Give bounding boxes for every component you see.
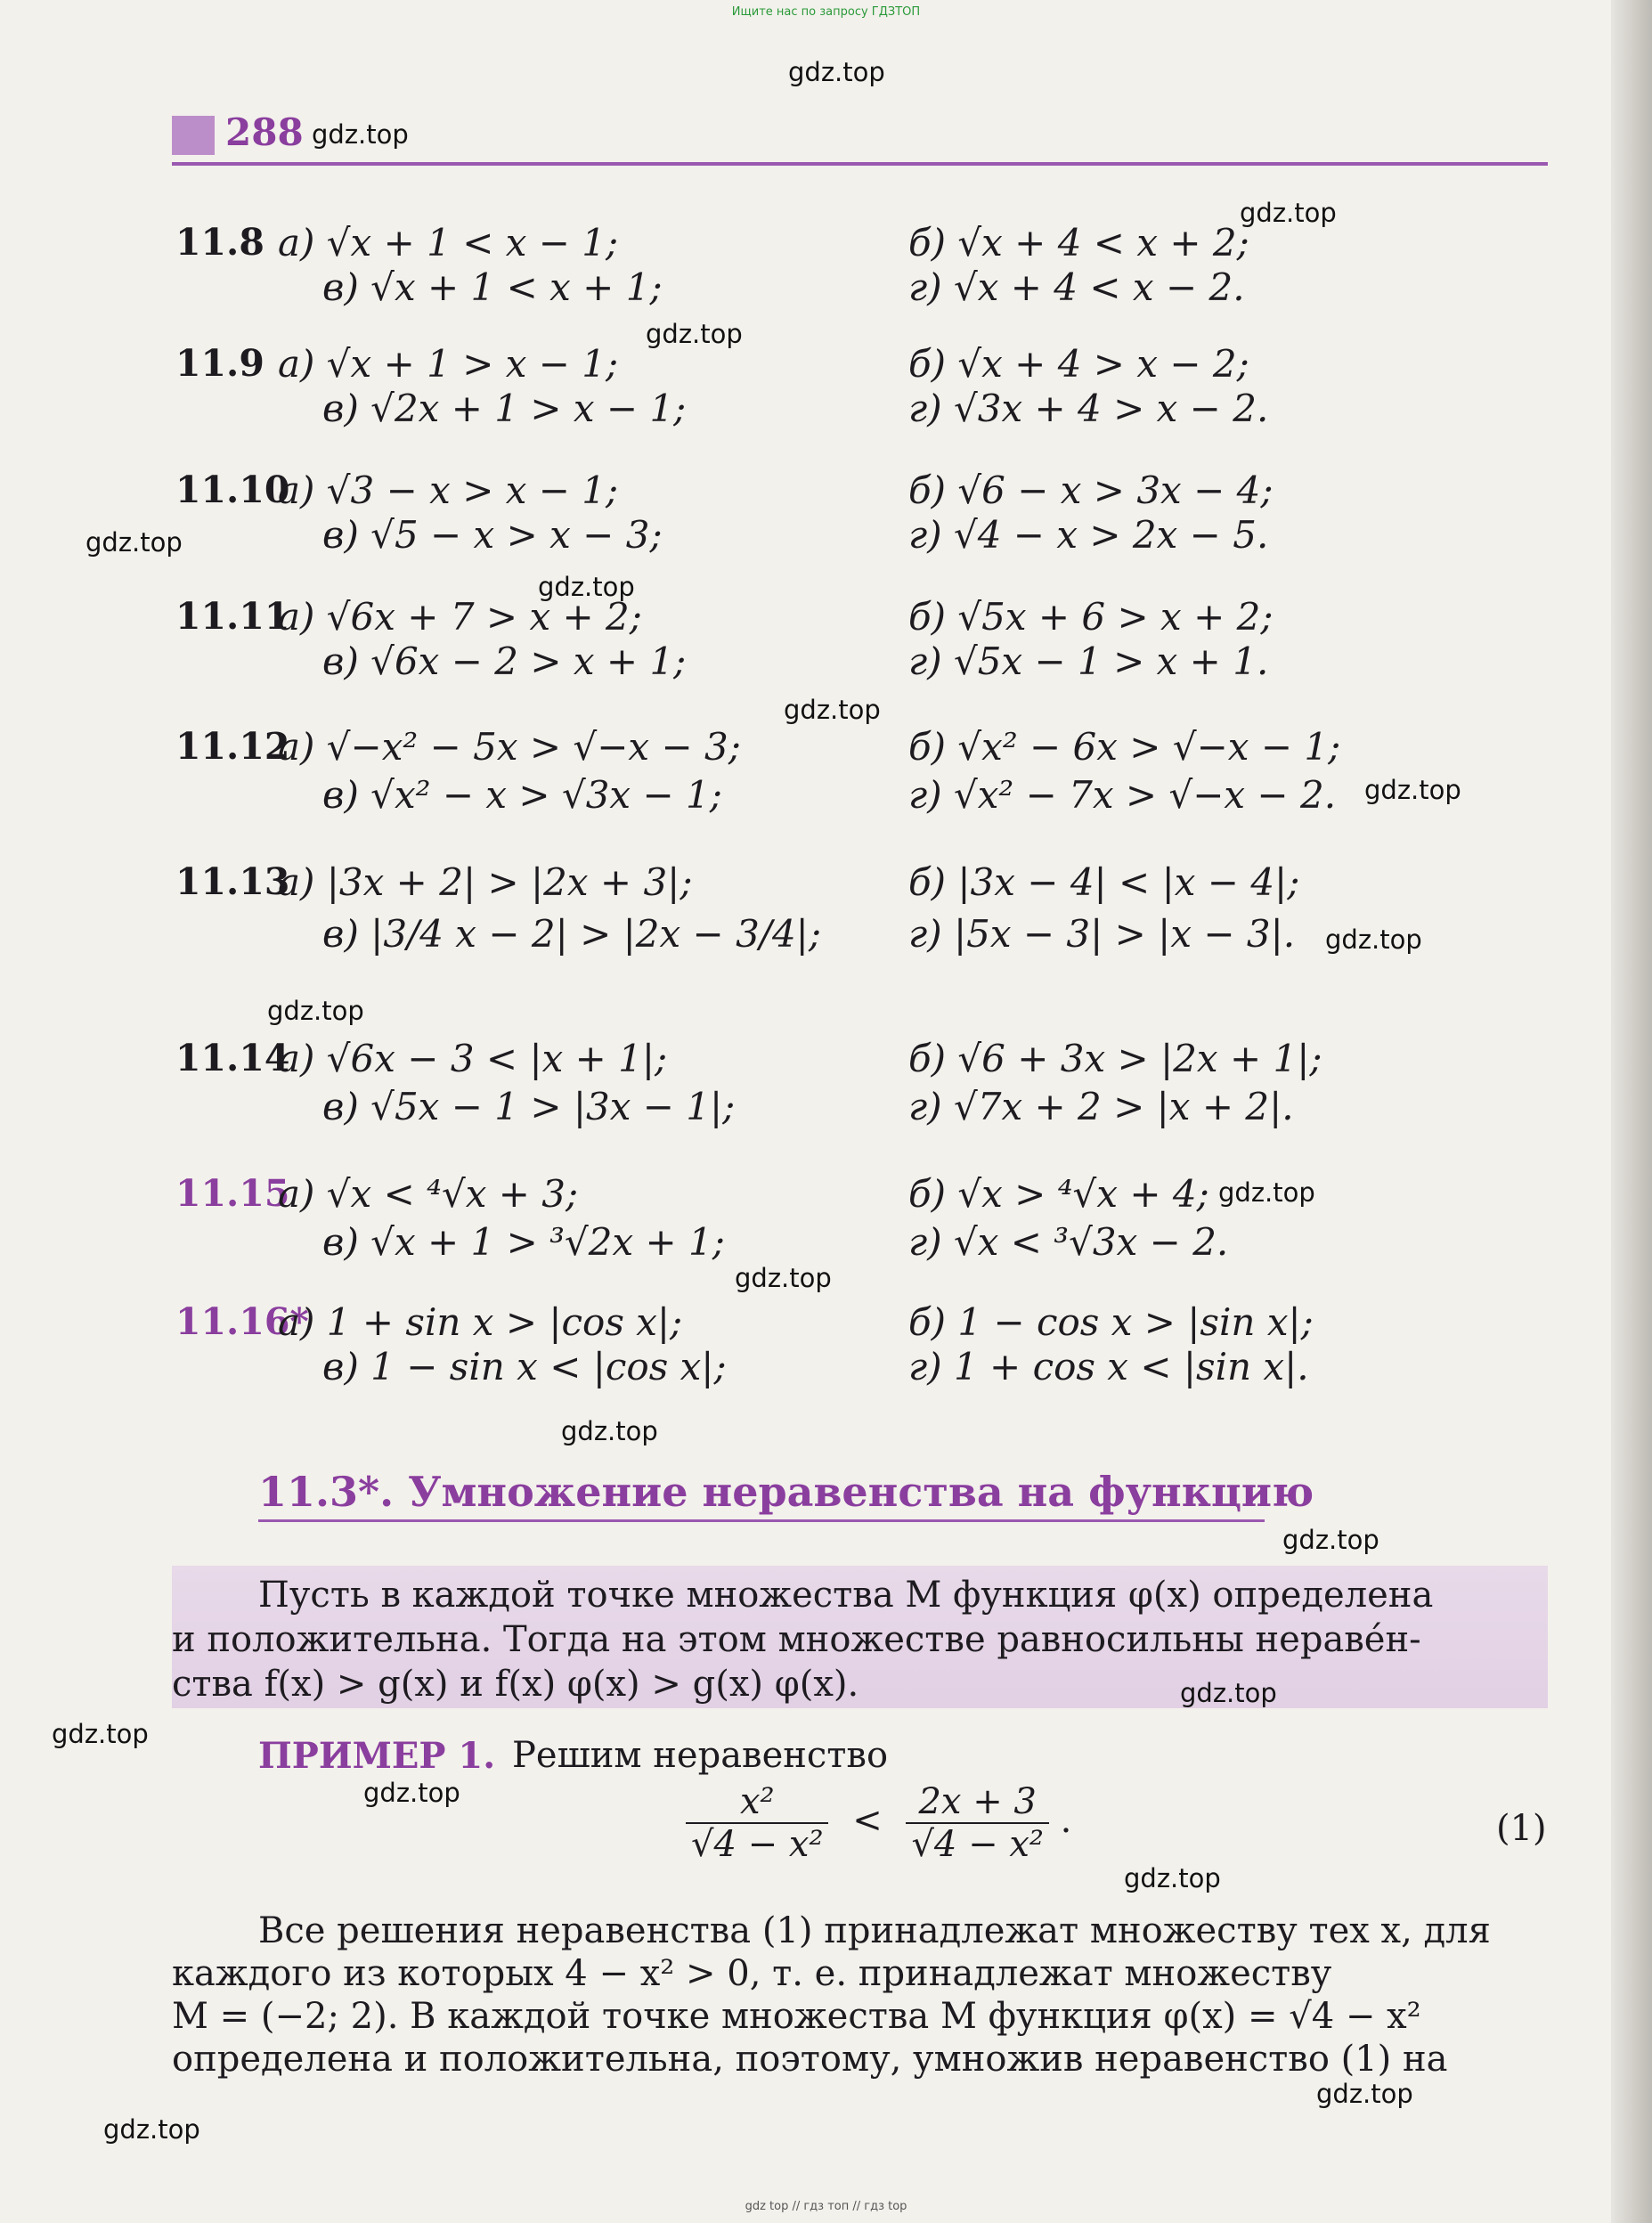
exercise-item-g: г) 1 + cos x < |sin x|. [908, 1345, 1309, 1388]
paragraph-line-3: M = (−2; 2). В каждой точке множества M функция φ(x) = √4 − x² [172, 1996, 1421, 2037]
header-marker [172, 116, 215, 155]
exercise-item-a: а) √x + 1 > x − 1; [278, 342, 619, 386]
watermark: gdz.top [561, 1416, 658, 1446]
paragraph-line-4: определена и положительна, поэтому, умножив неравенство (1) на [172, 2039, 1448, 2080]
page-number: 288 [225, 110, 304, 154]
lhs-fraction [686, 1781, 828, 1865]
exercise-item-b: б) √6 − x > 3x − 4; [908, 468, 1274, 512]
inequality-formula [686, 1781, 1071, 1865]
exercise-item-b: б) √5x + 6 > x + 2; [908, 595, 1274, 639]
exercise-number: 11.9 [175, 342, 264, 385]
exercise-item-g: г) √x + 4 < x − 2. [908, 265, 1245, 309]
relation-sign: < [852, 1800, 883, 1841]
section-underline [258, 1519, 1265, 1522]
rule-line-1: Пусть в каждой точке множества M функция φ(x) определена [258, 1575, 1434, 1616]
header-rule [172, 162, 1548, 166]
exercise-number: 11.16* [175, 1300, 309, 1343]
exercise-number: 11.10 [175, 468, 290, 511]
exercise-item-a: а) √x < ⁴√x + 3; [278, 1172, 579, 1216]
exercise-item-a: а) √6x − 3 < |x + 1|; [278, 1037, 668, 1080]
exercise-item-b: б) √6 + 3x > |2x + 1|; [908, 1037, 1322, 1080]
watermark: gdz.top [1124, 1863, 1221, 1893]
rhs-denominator: √4 − x² [911, 1824, 1044, 1865]
rhs-fraction [906, 1781, 1048, 1865]
exercise-item-b: б) 1 − cos x > |sin x|; [908, 1300, 1314, 1344]
watermark: gdz.top [1282, 1525, 1379, 1555]
paragraph-line-2: каждого из которых 4 − x² > 0, т. е. принадлежат множеству [172, 1953, 1332, 1994]
exercise-item-a: а) 1 + sin x > |cos x|; [278, 1300, 683, 1344]
watermark: gdz.top [646, 319, 743, 349]
exercise-item-g: г) √3x + 4 > x − 2. [908, 387, 1269, 430]
watermark: gdz.top [312, 119, 409, 150]
watermark: gdz.top [85, 527, 183, 558]
example-title: ПРИМЕР 1. [258, 1735, 496, 1777]
rule-line-2: и положительна. Тогда на этом множестве равносильны нераве́н- [172, 1619, 1421, 1660]
lhs-numerator: x² [686, 1781, 828, 1824]
exercise-item-a: а) √x + 1 < x − 1; [278, 221, 619, 265]
watermark: gdz.top [363, 1778, 460, 1808]
watermark: gdz.top [1325, 924, 1422, 955]
watermark: gdz.top [1240, 198, 1337, 228]
watermark: gdz.top [103, 2114, 200, 2145]
exercise-item-v: в) √x² − x > √3x − 1; [322, 773, 722, 817]
exercise-number: 11.15 [175, 1172, 290, 1215]
watermark: gdz.top [735, 1263, 832, 1293]
page-edge-shadow [1611, 0, 1652, 2223]
exercise-number: 11.13 [175, 860, 290, 903]
watermark: gdz.top [52, 1719, 149, 1749]
exercise-item-g: г) √4 − x > 2x − 5. [908, 513, 1269, 557]
exercise-item-v: в) √5x − 1 > |3x − 1|; [322, 1085, 736, 1128]
watermark: gdz.top [267, 996, 364, 1026]
exercise-number: 11.11 [175, 595, 290, 638]
exercise-item-a: а) √−x² − 5x > √−x − 3; [278, 725, 741, 769]
top-note: Ищите нас по запросу ГДЗТОП [731, 5, 921, 19]
example-intro: Решим неравенство [512, 1735, 889, 1776]
rhs-numerator: 2x + 3 [906, 1781, 1048, 1824]
watermark: gdz.top [1218, 1177, 1315, 1208]
watermark: gdz.top [1364, 775, 1461, 805]
equation-number: (1) [1496, 1808, 1547, 1849]
exercise-item-a: а) √6x + 7 > x + 2; [278, 595, 642, 639]
exercise-item-g: г) √7x + 2 > |x + 2|. [908, 1085, 1294, 1128]
exercise-number: 11.12 [175, 725, 290, 768]
lhs-denominator: √4 − x² [691, 1824, 824, 1865]
watermark: gdz.top [1180, 1678, 1277, 1708]
exercise-item-v: в) 1 − sin x < |cos x|; [322, 1345, 727, 1388]
watermark: gdz.top [788, 57, 885, 87]
bottom-note: gdz top // гдз топ // гдз top [745, 2200, 907, 2213]
exercise-item-g: г) √5x − 1 > x + 1. [908, 639, 1269, 683]
exercise-item-v: в) √x + 1 > ³√2x + 1; [322, 1220, 725, 1264]
exercise-item-b: б) √x² − 6x > √−x − 1; [908, 725, 1341, 769]
exercise-item-v: в) √x + 1 < x + 1; [322, 265, 663, 309]
section-title: 11.3*. Умножение неравенства на функцию [258, 1468, 1314, 1516]
exercise-number: 11.14 [175, 1037, 290, 1079]
formula-period: . [1060, 1800, 1072, 1841]
exercise-item-v: в) |3/4 x − 2| > |2x − 3/4|; [322, 912, 821, 956]
exercise-item-v: в) √6x − 2 > x + 1; [322, 639, 687, 683]
rule-line-3: ства f(x) > g(x) и f(x) φ(x) > g(x) φ(x). [172, 1664, 859, 1705]
watermark: gdz.top [1316, 2079, 1413, 2109]
exercise-item-b: б) √x + 4 > x − 2; [908, 342, 1249, 386]
exercise-number: 11.8 [175, 221, 264, 264]
exercise-item-g: г) |5x − 3| > |x − 3|. [908, 912, 1296, 956]
paragraph-line-1: Все решения неравенства (1) принадлежат множеству тех x, для [258, 1910, 1491, 1951]
exercise-item-a: а) √3 − x > x − 1; [278, 468, 619, 512]
exercise-item-g: г) √x < ³√3x − 2. [908, 1220, 1229, 1264]
exercise-item-b: б) √x + 4 < x + 2; [908, 221, 1249, 265]
watermark: gdz.top [538, 572, 635, 602]
exercise-item-g: г) √x² − 7x > √−x − 2. [908, 773, 1337, 817]
exercise-item-a: а) |3x + 2| > |2x + 3|; [278, 860, 693, 904]
watermark: gdz.top [784, 695, 881, 725]
exercise-item-v: в) √5 − x > x − 3; [322, 513, 663, 557]
exercise-item-b: б) |3x − 4| < |x − 4|; [908, 860, 1300, 904]
exercise-item-b: б) √x > ⁴√x + 4; [908, 1172, 1209, 1216]
exercise-item-v: в) √2x + 1 > x − 1; [322, 387, 687, 430]
